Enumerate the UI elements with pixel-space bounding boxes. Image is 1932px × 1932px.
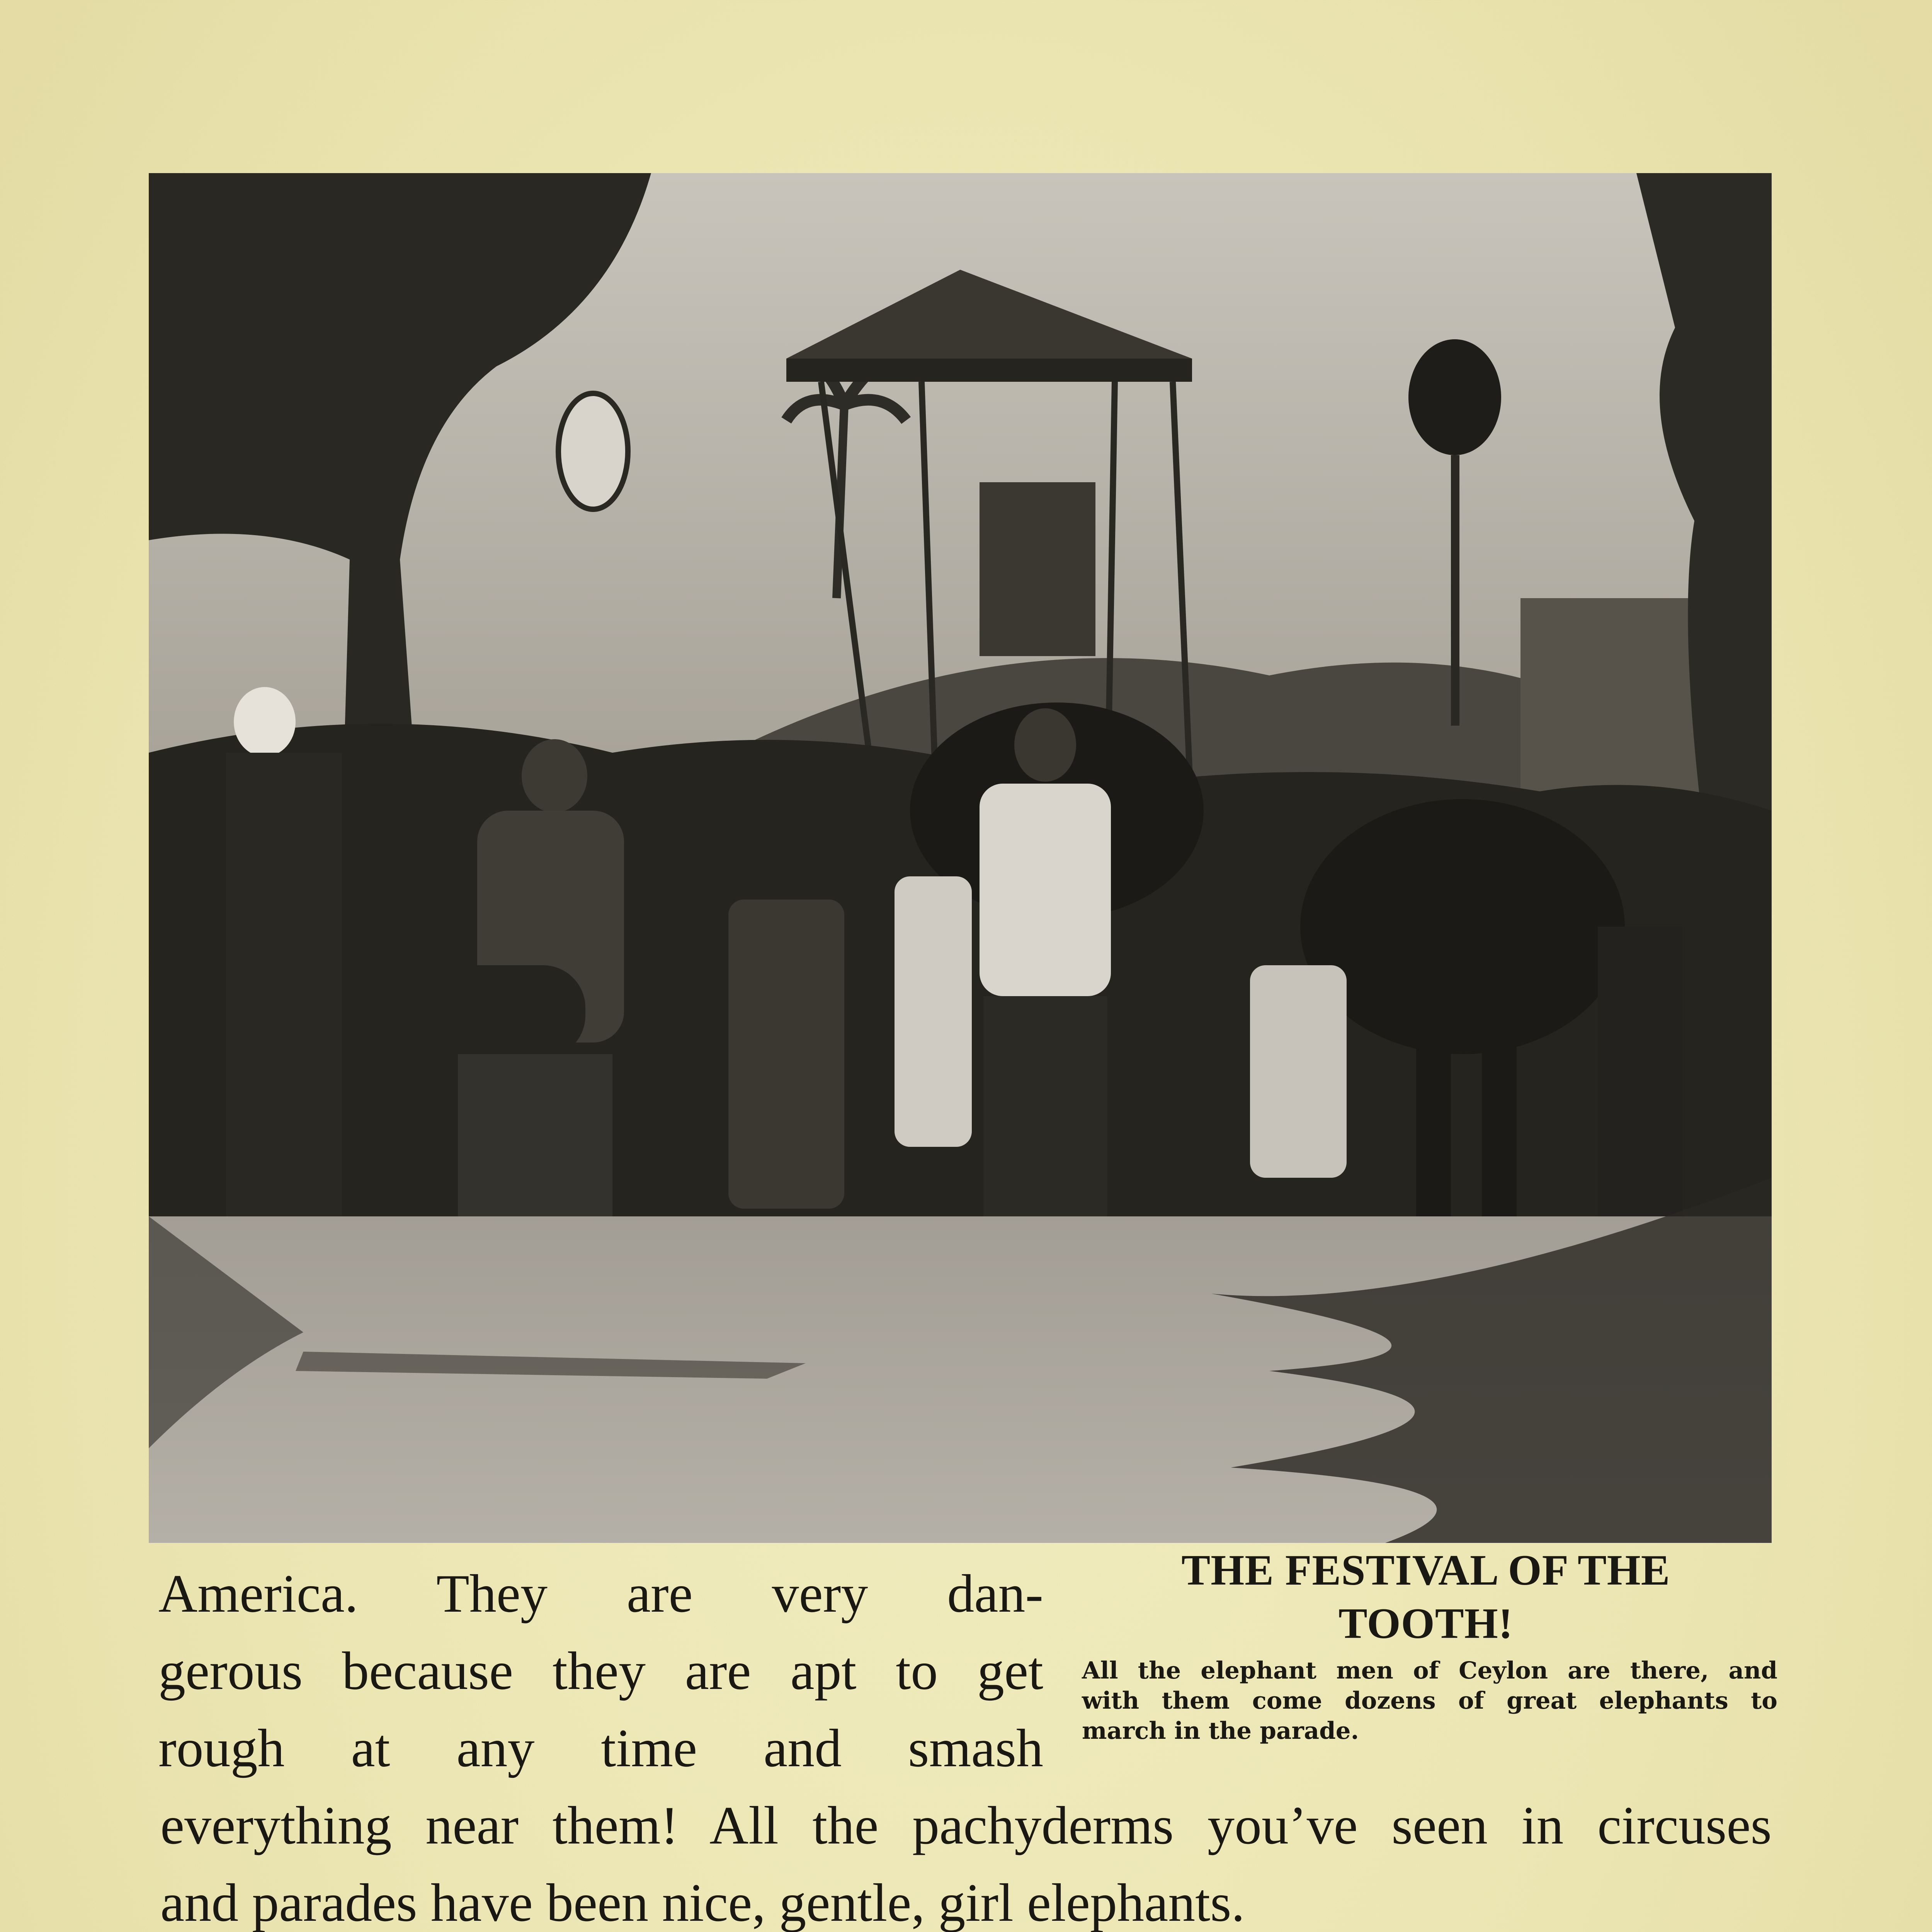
parade-photo	[149, 173, 1772, 1543]
body-column-line: America. They are very dan-	[158, 1564, 1043, 1624]
parade-photo-icon	[149, 173, 1772, 1543]
body-line: everything near them! All the pachyderms you’ve seen in circuses	[160, 1796, 1772, 1855]
caption-line: All the elephant men of Ceylon are there, and	[1082, 1657, 1777, 1684]
caption-body	[1082, 1656, 1777, 1746]
caption-title	[1078, 1544, 1774, 1650]
body-column-line: rough at any time and smash	[158, 1718, 1043, 1778]
body-line: and parades have been nice, gentle, girl elephants.	[160, 1873, 1245, 1932]
body-column-line: gerous because they are apt to get	[158, 1641, 1043, 1701]
caption-title-line: TOOTH!	[1338, 1600, 1514, 1648]
caption-title-line: THE FESTIVAL OF THE	[1181, 1546, 1670, 1594]
caption-line: with them come dozens of great elephants to	[1082, 1687, 1777, 1714]
caption-line: march in the parade.	[1082, 1717, 1359, 1745]
